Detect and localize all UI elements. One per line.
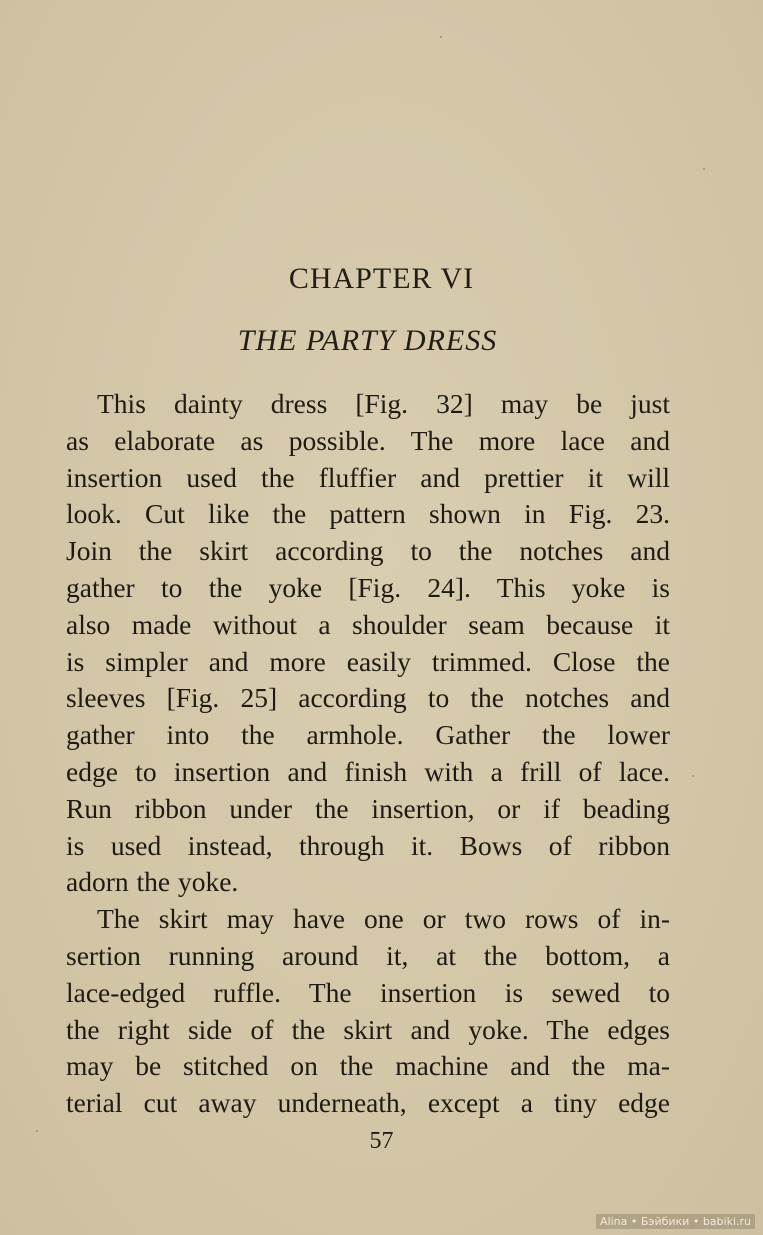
text-line: Join the skirt according to the notches and [66,535,670,567]
paper-speck [703,168,705,170]
text-line: gather to the yoke [Fig. 24]. This yoke is [66,571,670,603]
text-line: sleeves [Fig. 25] according to the notches and [66,682,670,714]
text-line: lace-edged ruffle. The insertion is sewed to [66,976,670,1008]
text-line: is used instead, through it. Bows of ribbon [66,829,670,861]
chapter-number: CHAPTER VI [288,262,475,295]
text-line: the right side of the skirt and yoke. The edges [66,1013,670,1045]
body-text [66,386,670,1122]
chapter-title: THE PARTY DRESS [237,324,498,357]
text-line: also made without a shoulder seam because it [66,608,670,640]
text-line: sertion running around it, at the bottom, a [66,939,670,971]
text-line: insertion used the fluffier and prettier it will [66,461,670,493]
text-line: look. Cut like the pattern shown in Fig. 23. [66,498,670,530]
watermark: Alina • Бэйбики • babiki.ru [596,1214,755,1229]
text-line: edge to insertion and finish with a frill of lace. [66,755,670,787]
text-line: may be stitched on the machine and the ma- [66,1050,670,1082]
paper-speck [692,775,694,777]
text-line: The skirt may have one or two rows of in- [97,903,670,935]
text-line: adorn the yoke. [66,866,239,898]
text-line: gather into the armhole. Gather the lower [66,719,670,751]
text-line: This dainty dress [Fig. 32] may be just [97,388,670,419]
text-line: terial cut away underneath, except a tiny edge [66,1087,670,1119]
text-line: is simpler and more easily trimmed. Close the [66,645,670,677]
text-line: as elaborate as possible. The more lace and [66,424,670,456]
page-number: 57 [369,1128,394,1154]
text-line: Run ribbon under the insertion, or if beading [66,792,670,824]
paper-speck [440,36,442,38]
